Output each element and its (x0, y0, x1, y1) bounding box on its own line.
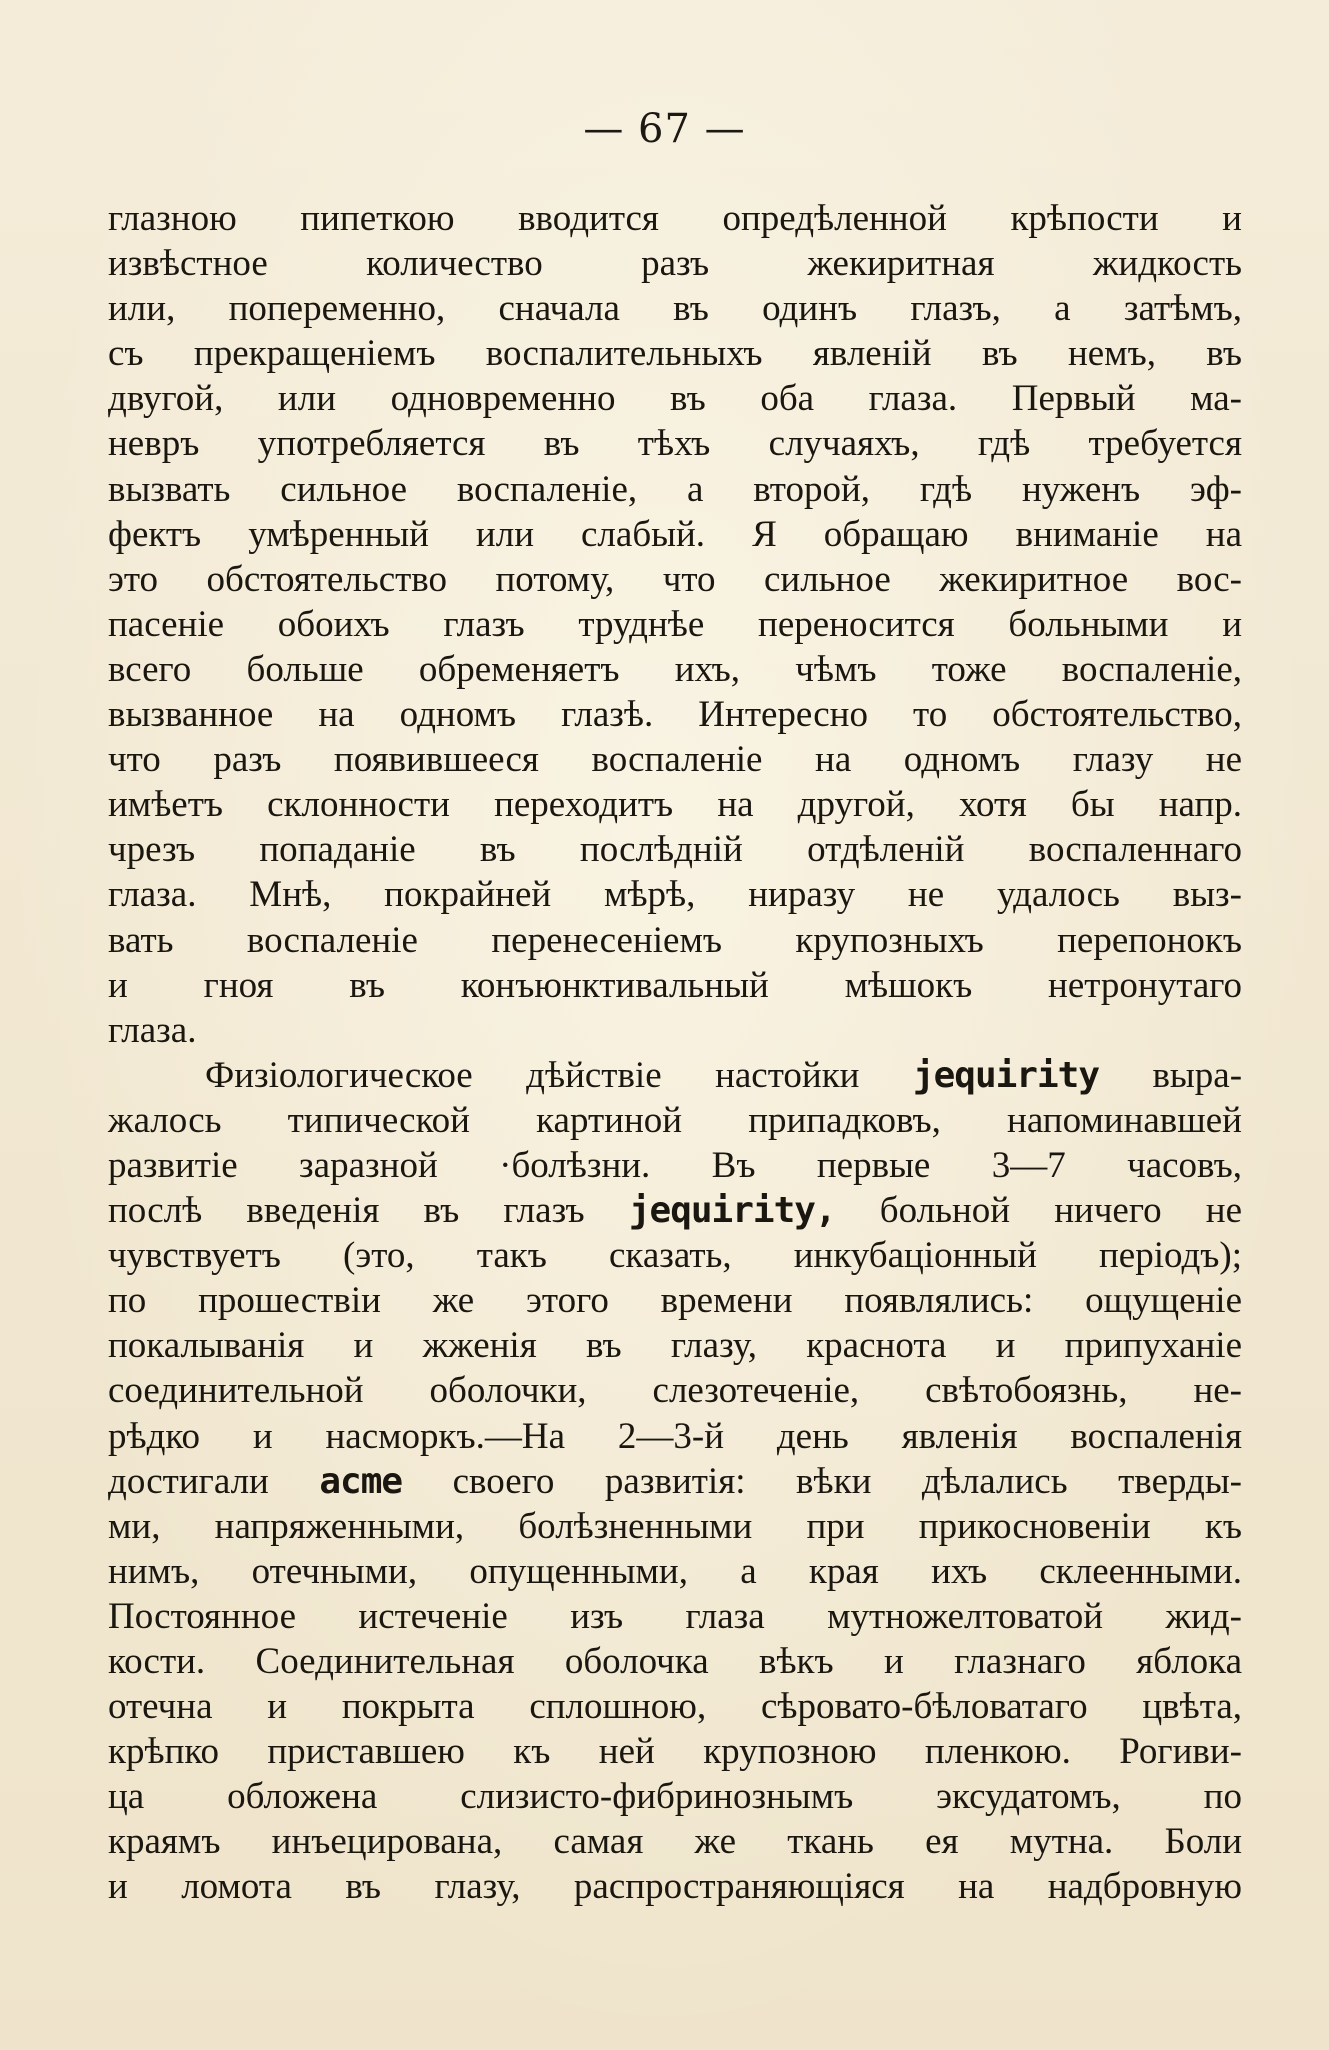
text-line: крѣпко приставшею къ ней крупозною пленкою. Рогиви- (108, 1731, 1242, 1773)
text-line: кости. Соединительная оболочка вѣкъ и глазнаго яблока (108, 1641, 1242, 1682)
page-number: — 67 — (583, 106, 746, 152)
text-line: рѣдко и насморкъ.—На 2—3-й день явленія воспаленія (108, 1415, 1242, 1457)
text-line: пасеніе обоихъ глазъ труднѣе переносится больными и (108, 603, 1242, 645)
text-line: вызванное на одномъ глазѣ. Интересно то обстоятельство, (108, 694, 1242, 736)
text-segment: выра- (1152, 1054, 1243, 1096)
text-line: фектъ умѣренный или слабый. Я обращаю вниманіе на (108, 513, 1242, 555)
foreign-term: acme (319, 1460, 403, 1502)
text-line: покалыванія и жженія въ глазу, краснота и припуханіе (108, 1325, 1242, 1367)
text-line: соединительной оболочки, слезотеченіе, свѣтобоязнь, не- (108, 1370, 1242, 1412)
text-line: вызвать сильное воспаленіе, а второй, гдѣ нуженъ эф- (108, 468, 1242, 510)
foreign-term: jequirity (912, 1054, 1099, 1096)
text-line: что разъ появившееся воспаленіе на одномъ глазу не (108, 739, 1242, 781)
text-line: чувствуетъ (это, такъ сказать, инкубаціонный періодъ); (108, 1235, 1242, 1277)
text-segment: своего развитія: вѣки дѣлались тверды- (452, 1460, 1243, 1502)
text-line: имѣетъ склонности переходитъ на другой, хотя бы напр. (108, 784, 1242, 826)
text-segment: больной ничего не (879, 1190, 1243, 1232)
text-line: двугой, или одновременно въ оба глаза. Первый ма- (108, 378, 1242, 420)
body-text (108, 196, 1242, 1910)
text-line (108, 1459, 1242, 1504)
text-line: глаза. Мнѣ, покрайней мѣрѣ, ниразу не удалось выз- (108, 874, 1242, 916)
text-segment: достигали (108, 1460, 269, 1502)
foreign-term: jequirity, (628, 1190, 836, 1232)
text-segment: послѣ введенія въ глазъ (108, 1190, 585, 1232)
text-line: отечна и покрыта сплошною, сѣровато-бѣловатаго цвѣта, (108, 1686, 1242, 1728)
text-line: невръ употребляется въ тѣхъ случаяхъ, гдѣ требуется (108, 423, 1242, 465)
text-line: жалось типической картиной припадковъ, напоминавшей (108, 1099, 1242, 1141)
text-line: вать воспаленіе перенесеніемъ крупозныхъ перепонокъ (108, 919, 1242, 961)
text-line: глазною пипеткою вводится опредѣленной крѣпости и (108, 198, 1242, 239)
text-line: съ прекращеніемъ воспалительныхъ явленій въ немъ, въ (108, 333, 1242, 375)
text-line: глаза. (108, 1009, 197, 1051)
text-line: Постоянное истеченіе изъ глаза мутножелтоватой жид- (108, 1595, 1242, 1637)
text-line: всего больше обременяетъ ихъ, чѣмъ тоже воспаленіе, (108, 648, 1242, 690)
text-line: или, попеременно, сначала въ одинъ глазъ, а затѣмъ, (108, 288, 1242, 330)
text-line: нимъ, отечными, опущенными, а края ихъ склеенными. (108, 1550, 1242, 1592)
text-line: и ломота въ глазу, распространяющіяся на надбровную (108, 1866, 1242, 1908)
text-line: чрезъ попаданіе въ послѣдній отдѣленій воспаленнаго (108, 829, 1242, 871)
text-line: ца обложена слизисто-фибринознымъ эксудатомъ, по (108, 1776, 1242, 1818)
text-line: по прошествіи же этого времени появлялись: ощущеніе (108, 1280, 1242, 1322)
text-line: развитіе заразной ·болѣзни. Въ первые 3—7 часовъ, (108, 1144, 1242, 1186)
text-line: это обстоятельство потому, что сильное жекиритное вос- (108, 558, 1242, 600)
text-line-paragraph-start (108, 1053, 1242, 1098)
text-segment: Физіологическое дѣйствіе настойки (205, 1054, 860, 1096)
text-line: ми, напряженными, болѣзненными при прикосновеніи къ (108, 1505, 1242, 1547)
text-line: и гноя въ конъюнктивальный мѣшокъ нетронутаго (108, 964, 1242, 1006)
text-line: краямъ инъецирована, самая же ткань ея мутна. Боли (108, 1821, 1242, 1863)
text-line: извѣстное количество разъ жекиритная жидкость (108, 243, 1242, 285)
text-line (108, 1188, 1242, 1233)
